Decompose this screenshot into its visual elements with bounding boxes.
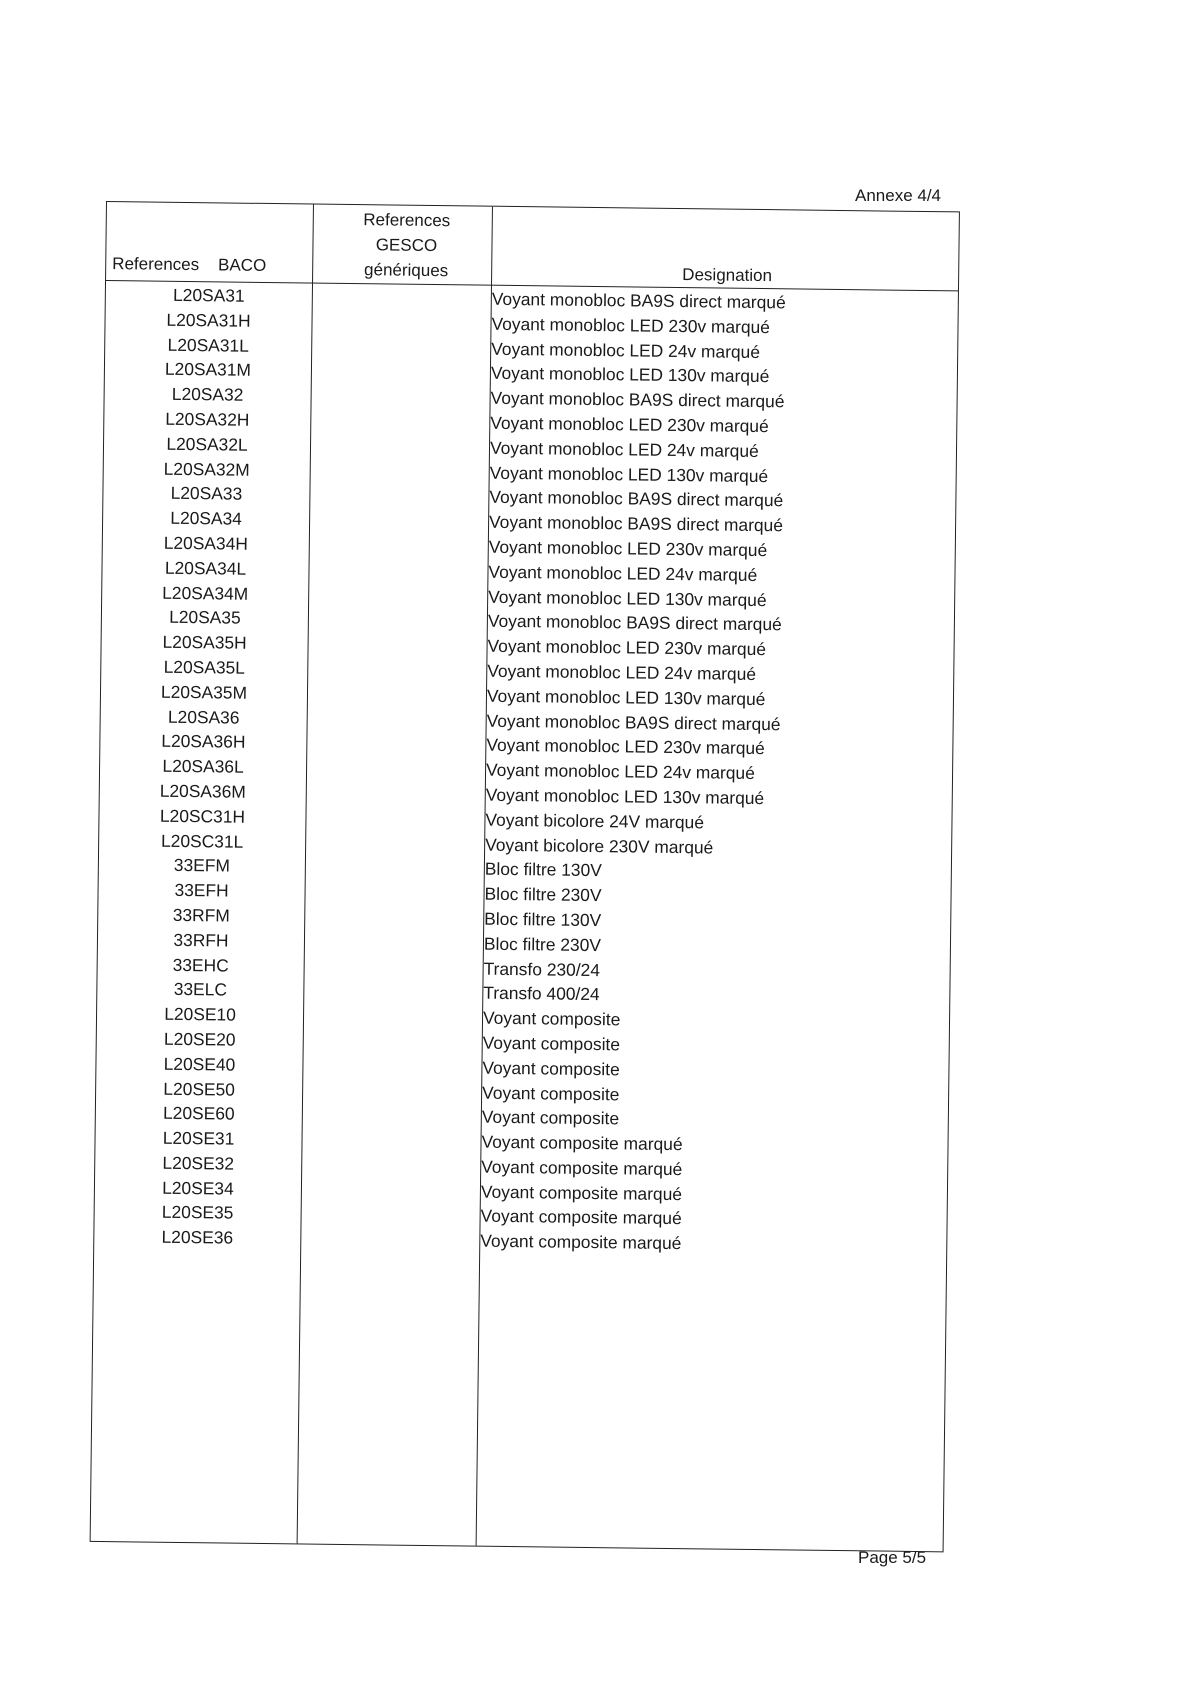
reference-baco-cell: L20SE35: [161, 1202, 234, 1224]
designation-cell: Voyant monobloc LED 230v marqué: [490, 412, 769, 437]
reference-baco-cell: L20SA35H: [162, 631, 247, 653]
designation-cell: Bloc filtre 130V: [484, 908, 602, 931]
reference-baco-cell: L20SE32: [162, 1152, 235, 1174]
reference-baco-cell: 33RFH: [173, 929, 229, 951]
designation-cell: Voyant monobloc LED 230v marqué: [486, 735, 765, 759]
designation-cell: Transfo 400/24: [483, 982, 600, 1005]
reference-baco-cell: L20SA35L: [163, 656, 246, 678]
reference-baco-cell: L20SA31H: [166, 309, 251, 331]
reference-baco-cell: L20SA31L: [167, 334, 249, 356]
reference-baco-cell: 33ELC: [173, 979, 228, 1000]
reference-baco-cell: L20SE10: [164, 1003, 236, 1025]
designation-cell: Bloc filtre 230V: [483, 933, 602, 955]
reference-baco-cell: L20SC31L: [160, 830, 244, 852]
reference-baco-cell: L20SE60: [162, 1103, 235, 1124]
reference-baco-cell: L20SE40: [163, 1053, 236, 1075]
designation-cell: Voyant monobloc LED 130v marqué: [490, 363, 770, 387]
header-references-gesco: [316, 207, 497, 284]
reference-baco-cell: L20SE36: [161, 1227, 234, 1248]
reference-baco-cell: 33EHC: [172, 954, 229, 976]
page-number: Page 5/5: [858, 1548, 927, 1567]
designation-cell: Voyant monobloc LED 130v marqué: [489, 462, 769, 486]
designation-cell: Voyant monobloc LED 130v marqué: [485, 784, 765, 809]
reference-baco-cell: L20SA32H: [165, 408, 250, 430]
reference-baco-cell: L20SC31H: [159, 805, 246, 827]
designation-cell: Voyant composite: [481, 1106, 620, 1129]
reference-baco-cell: L20SA34L: [164, 557, 247, 579]
designation-cell: Voyant bicolore 230V marqué: [485, 834, 714, 857]
designation-cell: Voyant monobloc LED 24v marqué: [488, 561, 758, 585]
designation-cell: Voyant composite marqué: [480, 1206, 682, 1229]
header-references-baco: References BACO: [112, 254, 267, 275]
reference-baco-cell: L20SA36L: [162, 755, 244, 777]
designation-cell: Voyant monobloc BA9S direct marqué: [490, 387, 785, 412]
reference-baco-cell: L20SA31M: [164, 359, 252, 381]
reference-baco-cell: L20SA36M: [159, 780, 246, 802]
reference-baco-cell: L20SA34: [170, 507, 243, 529]
reference-baco-cell: L20SE20: [163, 1028, 236, 1050]
designation-cell: Voyant composite: [482, 1082, 620, 1104]
header-gesco-line2: GESCO: [375, 235, 438, 256]
reference-baco-cell: 33RFM: [172, 904, 230, 926]
reference-baco-cell: L20SA34H: [163, 532, 249, 554]
designation-cell: Voyant monobloc LED 130v marqué: [488, 586, 767, 610]
designation-cell: Bloc filtre 230V: [484, 883, 602, 906]
reference-baco-cell: L20SA34M: [162, 582, 249, 604]
reference-baco-cell: L20SA32L: [166, 433, 248, 455]
designation-cell: Voyant composite: [482, 1007, 621, 1030]
references-table: [90, 201, 960, 1552]
designation-cell: Voyant monobloc LED 230v marqué: [488, 536, 768, 561]
header-gesco-line1: References: [363, 210, 451, 231]
reference-baco-cell: L20SA33: [170, 483, 243, 505]
designation-cell: Voyant composite: [482, 1032, 621, 1055]
designation-cell: Voyant monobloc LED 230v marqué: [487, 635, 767, 660]
reference-baco-cell: L20SA32: [171, 384, 244, 405]
designation-cell: Voyant monobloc BA9S direct marqué: [486, 710, 781, 734]
annexe-label: Annexe 4/4: [855, 186, 942, 205]
designation-cell: Voyant composite marqué: [480, 1230, 682, 1254]
designation-cell: Voyant monobloc BA9S direct marqué: [489, 487, 784, 511]
reference-baco-cell: 33EFM: [173, 855, 231, 876]
reference-baco-cell: L20SA35M: [160, 681, 248, 703]
designation-cell: Voyant monobloc BA9S direct marqué: [488, 511, 784, 536]
designation-cell: Voyant monobloc BA9S direct marqué: [491, 288, 786, 313]
designation-cell: Voyant monobloc LED 130v marqué: [486, 685, 766, 709]
reference-baco-cell: L20SA36H: [161, 731, 246, 753]
designation-cell: Voyant bicolore 24V marqué: [485, 809, 705, 833]
designation-cell: Transfo 230/24: [483, 958, 601, 980]
reference-baco-cell: L20SE31: [162, 1127, 235, 1149]
designation-cell: Voyant composite marqué: [481, 1156, 683, 1180]
table-body: [94, 283, 958, 1260]
designation-cell: Voyant monobloc LED 24v marqué: [485, 759, 755, 784]
designation-cell: Bloc filtre 130V: [484, 859, 602, 881]
reference-baco-cell: L20SE34: [162, 1177, 234, 1199]
designation-cell: Voyant monobloc LED 24v marqué: [489, 437, 759, 461]
designation-cell: Voyant composite: [482, 1057, 620, 1080]
designation-cell: Voyant monobloc LED 24v marqué: [491, 338, 761, 362]
reference-baco-cell: L20SE50: [163, 1078, 236, 1100]
header-designation: Designation: [682, 265, 773, 286]
reference-baco-cell: L20SA35: [169, 607, 241, 629]
header-gesco-line3: génériques: [364, 260, 449, 281]
reference-baco-cell: L20SA31: [172, 284, 245, 306]
reference-baco-cell: L20SA36: [167, 706, 240, 728]
designation-cell: Voyant monobloc LED 230v marqué: [491, 313, 771, 337]
reference-baco-cell: L20SA32M: [163, 458, 250, 480]
designation-cell: Voyant composite marqué: [481, 1131, 683, 1155]
reference-baco-cell: 33EFH: [174, 880, 229, 901]
designation-cell: Voyant monobloc BA9S direct marqué: [487, 611, 782, 635]
designation-cell: Voyant composite marqué: [480, 1181, 683, 1204]
designation-cell: Voyant monobloc LED 24v marqué: [487, 660, 757, 684]
